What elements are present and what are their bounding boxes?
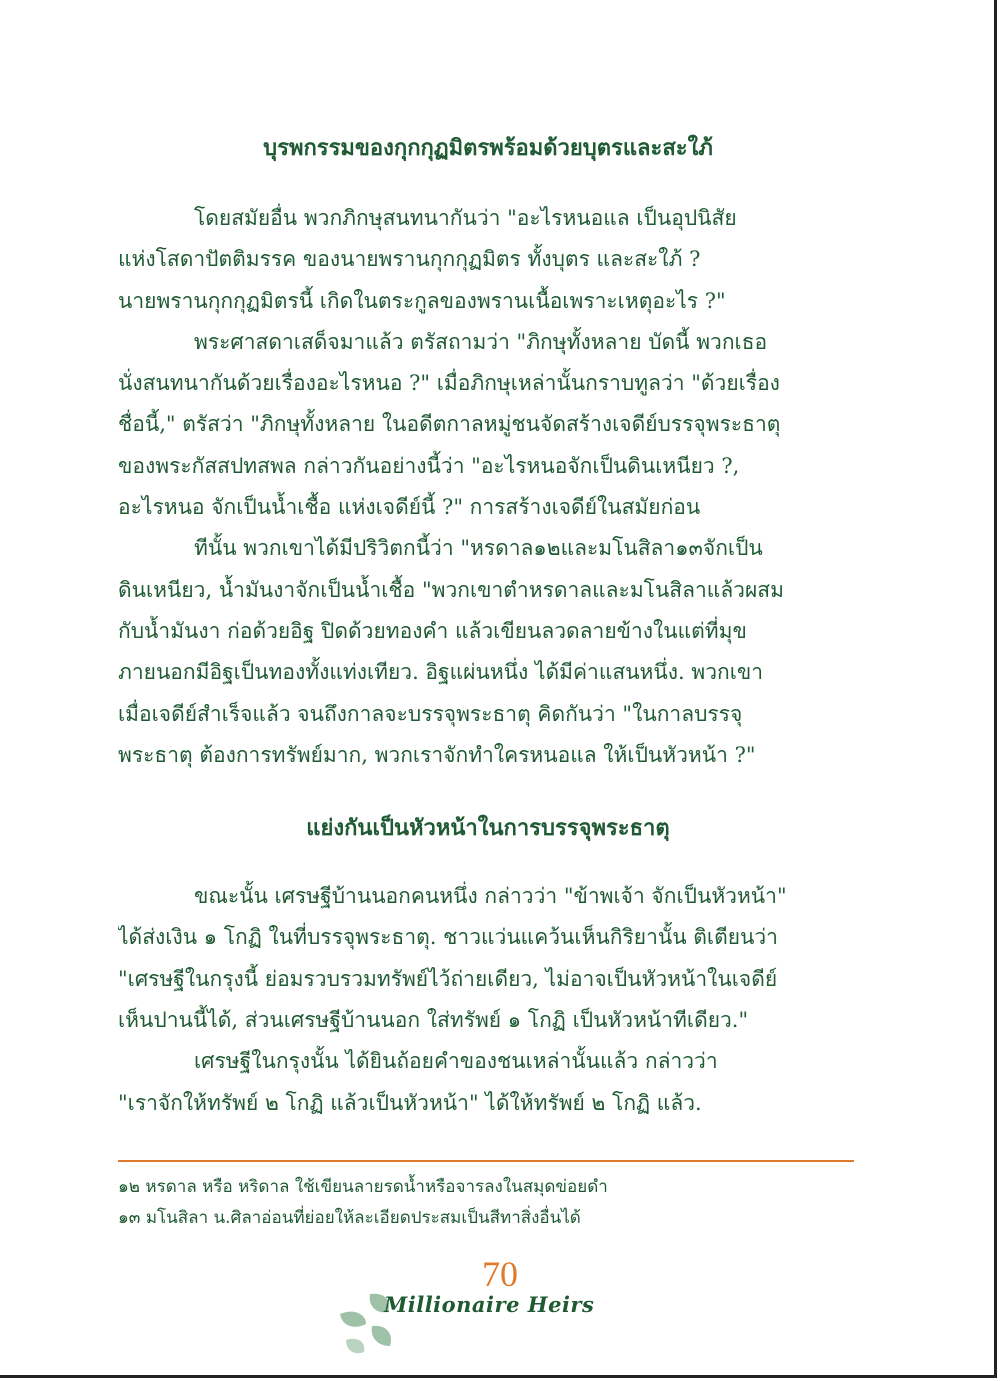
paragraph-line: ของพระกัสสปทสพล กล่าวกันอย่างนี้ว่า "อะไรหนอจักเป็นดินเหนียว ?, <box>118 453 740 478</box>
paragraph-line: "เศรษฐีในกรุงนี้ ย่อมรวบรวมทรัพย์ไว้ถ่ายเดียว, ไม่อาจเป็นหัวหน้าในเจดีย์ <box>118 966 778 991</box>
paragraph-line: เศรษฐีในกรุงนั้น ได้ยินถ้อยคำของชนเหล่านั้นแล้ว กล่าวว่า <box>194 1049 718 1074</box>
body-section-2 <box>118 876 858 1124</box>
paragraph-line: พระศาสดาเสด็จมาแล้ว ตรัสถามว่า "ภิกษุทั้งหลาย บัดนี้ พวกเธอ <box>194 329 768 354</box>
paragraph-line: "เราจักให้ทรัพย์ ๒ โกฏิ แล้วเป็นหัวหน้า" ได้ให้ทรัพย์ ๒ โกฏิ แล้ว. <box>118 1090 702 1115</box>
paragraph-line: นั่งสนทนากันด้วยเรื่องอะไรหนอ ?" เมื่อภิกษุเหล่านั้นกราบทูลว่า "ด้วยเรื่อง <box>118 371 780 396</box>
page-number: 70 <box>482 1254 518 1294</box>
paragraph-line: แห่งโสดาปัตติมรรค ของนายพรานกุกกุฏมิตร ทั้งบุตร และสะใภ้ ? <box>118 247 701 272</box>
paragraph-line: ขณะนั้น เศรษฐีบ้านนอกคนหนึ่ง กล่าวว่า "ข้าพเจ้า จักเป็นหัวหน้า" <box>194 884 787 909</box>
footnote-divider <box>118 1160 854 1162</box>
footnote-12: ๑๒ หรดาล หรือ หริดาล ใช้เขียนลายรดน้ำหรือจารลงในสมุดข่อยดำ <box>118 1177 608 1197</box>
paragraph-line: เห็นปานนี้ได้, ส่วนเศรษฐีบ้านนอก ใส่ทรัพย์ ๑ โกฏิ เป็นหัวหน้าทีเดียว." <box>118 1008 749 1033</box>
paragraph-line: โดยสมัยอื่น พวกภิกษุสนทนากันว่า "อะไรหนอแล เป็นอุปนิสัย <box>194 206 737 230</box>
brand-logo: Millionaire Heirs <box>384 1292 595 1317</box>
paragraph-line: ได้ส่งเงิน ๑ โกฏิ ในที่บรรจุพระธาตุ. ชาวแว่นแคว้นเห็นกิริยานั้น ติเตียนว่า <box>118 925 778 950</box>
chapter-title: บุรพกรรมของกุกกุฏมิตรพร้อมด้วยบุตรและสะใภ้ <box>263 135 713 161</box>
paragraph-line: อะไรหนอ จักเป็นน้ำเชื้อ แห่งเจดีย์นี้ ?" การสร้างเจดีย์ในสมัยก่อน <box>118 495 701 520</box>
paragraph-line: พระธาตุ ต้องการทรัพย์มาก, พวกเราจักทำใครหนอแล ให้เป็นหัวหน้า ?" <box>118 742 756 767</box>
paragraph-line: นายพรานกุกกุฏมิตรนี้ เกิดในตระกูลของพรานเนื้อเพราะเหตุอะไร ?" <box>118 288 726 313</box>
body-section-1 <box>118 198 858 776</box>
paragraph <box>118 876 858 1041</box>
paragraph <box>118 528 858 776</box>
page-content <box>118 118 858 1124</box>
paragraph <box>118 1041 858 1124</box>
paragraph-line: ภายนอกมีอิฐเป็นทองทั้งแท่งเทียว. อิฐแผ่นหนึ่ง ได้มีค่าแสนหนึ่ง. พวกเขา <box>118 660 764 685</box>
paragraph-line: ชื่อนี้," ตรัสว่า "ภิกษุทั้งหลาย ในอดีตกาลหมู่ชนจัดสร้างเจดีย์บรรจุพระธาตุ <box>118 412 781 437</box>
paragraph <box>118 198 858 322</box>
footnote-13: ๑๓ มโนสิลา น.ศิลาอ่อนที่ย่อยให้ละเอียดประสมเป็นสีทาสิ่งอื่นได้ <box>118 1208 581 1228</box>
paragraph-line: ดินเหนียว, น้ำมันงาจักเป็นน้ำเชื้อ "พวกเขาตำหรดาลและมโนสิลาแล้วผสม <box>118 577 784 602</box>
section-subtitle: แย่งกันเป็นหัวหน้าในการบรรจุพระธาตุ <box>306 815 670 842</box>
paragraph-line: เมื่อเจดีย์สำเร็จแล้ว จนถึงกาลจะบรรจุพระธาตุ คิดกันว่า "ในกาลบรรจุ <box>118 701 743 726</box>
paragraph <box>118 322 858 528</box>
paragraph-line: ทีนั้น พวกเขาได้มีปริวิตกนี้ว่า "หรดาล๑๒และมโนสิลา๑๓จักเป็น <box>194 536 763 561</box>
footnotes <box>118 1172 858 1234</box>
paragraph-line: กับน้ำมันงา ก่อด้วยอิฐ ปิดด้วยทองคำ แล้วเขียนลวดลายข้างในแต่ที่มุข <box>118 618 747 643</box>
